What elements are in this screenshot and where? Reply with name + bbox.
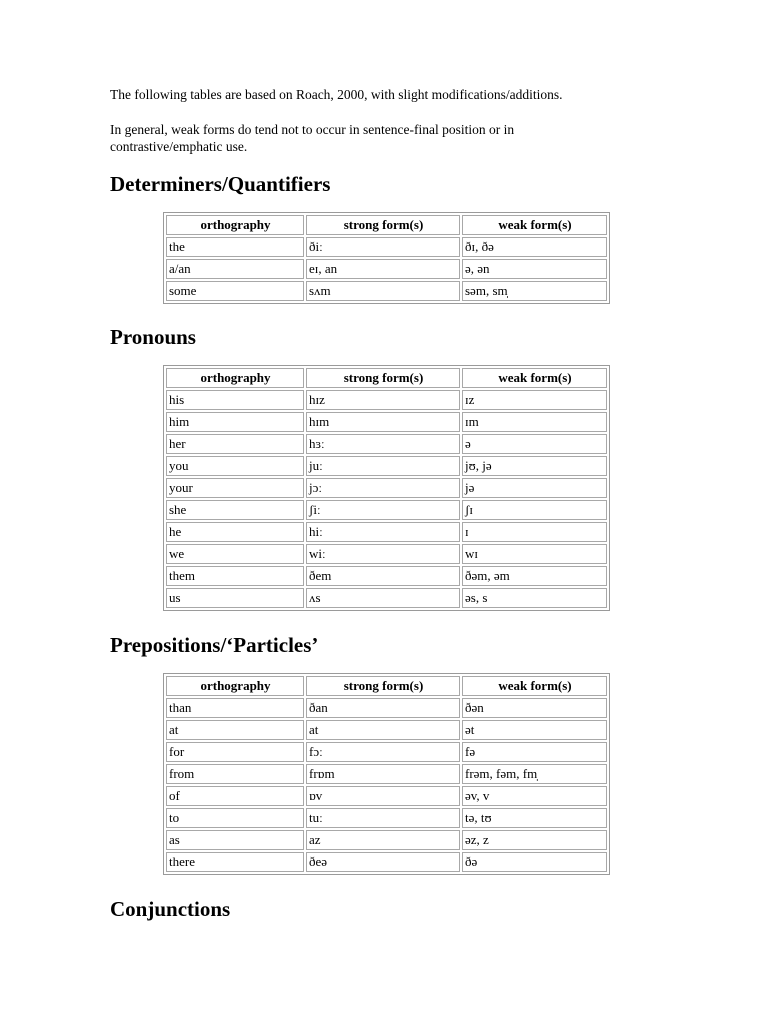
cell-weak-form: ðəm, əm <box>462 566 607 586</box>
determiners-table <box>163 212 610 304</box>
cell-orthography: than <box>166 698 304 718</box>
cell-strong-form: ðan <box>306 698 460 718</box>
cell-weak-form: əz, z <box>462 830 607 850</box>
table-row <box>166 588 607 608</box>
cell-weak-form: ɪ <box>462 522 607 542</box>
cell-strong-form: at <box>306 720 460 740</box>
cell-orthography: from <box>166 764 304 784</box>
intro-paragraph-weak-forms: In general, weak forms do tend not to occur in sentence-final position or in contrastive/emphatic use. <box>110 122 515 154</box>
header-strong-forms: strong form(s) <box>306 215 460 235</box>
cell-strong-form: hɪz <box>306 390 460 410</box>
cell-weak-form: wɪ <box>462 544 607 564</box>
cell-weak-form: səm, sm̩ <box>462 281 607 301</box>
cell-orthography: her <box>166 434 304 454</box>
table-header-row <box>166 676 607 696</box>
cell-orthography: your <box>166 478 304 498</box>
cell-weak-form: ðən <box>462 698 607 718</box>
cell-orthography: at <box>166 720 304 740</box>
cell-weak-form: əs, s <box>462 588 607 608</box>
cell-strong-form: ʃiː <box>306 500 460 520</box>
cell-orthography: you <box>166 456 304 476</box>
cell-orthography: there <box>166 852 304 872</box>
table-row <box>166 500 607 520</box>
cell-weak-form: fə <box>462 742 607 762</box>
section-heading-determiners: Determiners/Quantifiers <box>110 172 331 196</box>
cell-weak-form: ʃɪ <box>462 500 607 520</box>
cell-orthography: them <box>166 566 304 586</box>
cell-strong-form: wiː <box>306 544 460 564</box>
table-header-row <box>166 215 607 235</box>
table-row <box>166 852 607 872</box>
cell-orthography: he <box>166 522 304 542</box>
table-row <box>166 544 607 564</box>
table-row <box>166 412 607 432</box>
table-row <box>166 698 607 718</box>
table-row <box>166 808 607 828</box>
cell-strong-form: hɪm <box>306 412 460 432</box>
cell-weak-form: frəm, fəm, fm̩ <box>462 764 607 784</box>
cell-weak-form: əv, v <box>462 786 607 806</box>
header-orthography: orthography <box>166 676 304 696</box>
table-row <box>166 522 607 542</box>
cell-weak-form: jʊ, jə <box>462 456 607 476</box>
header-weak-forms: weak form(s) <box>462 368 607 388</box>
table-row <box>166 478 607 498</box>
cell-orthography: a/an <box>166 259 304 279</box>
table-row <box>166 742 607 762</box>
cell-strong-form: az <box>306 830 460 850</box>
table-row <box>166 720 607 740</box>
intro-paragraph-source: The following tables are based on Roach, 2000, with slight modifications/additions. <box>110 87 563 102</box>
table-row <box>166 259 607 279</box>
cell-strong-form: sʌm <box>306 281 460 301</box>
cell-strong-form: jɔː <box>306 478 460 498</box>
table-row <box>166 237 607 257</box>
cell-orthography: as <box>166 830 304 850</box>
section-heading-pronouns: Pronouns <box>110 325 196 349</box>
cell-weak-form: ðɪ, ðə <box>462 237 607 257</box>
header-weak-forms: weak form(s) <box>462 215 607 235</box>
table-row <box>166 566 607 586</box>
header-orthography: orthography <box>166 368 304 388</box>
section-heading-conjunctions: Conjunctions <box>110 897 231 921</box>
table-row <box>166 786 607 806</box>
cell-strong-form: hiː <box>306 522 460 542</box>
cell-weak-form: ət <box>462 720 607 740</box>
table-row <box>166 434 607 454</box>
cell-orthography: us <box>166 588 304 608</box>
cell-strong-form: ɒv <box>306 786 460 806</box>
cell-strong-form: fɔː <box>306 742 460 762</box>
cell-weak-form: jə <box>462 478 607 498</box>
cell-strong-form: eɪ, an <box>306 259 460 279</box>
cell-strong-form: frɒm <box>306 764 460 784</box>
header-orthography: orthography <box>166 215 304 235</box>
section-heading-prepositions: Prepositions/‘Particles’ <box>110 633 319 657</box>
cell-weak-form: ðə <box>462 852 607 872</box>
cell-orthography: she <box>166 500 304 520</box>
cell-strong-form: tuː <box>306 808 460 828</box>
cell-weak-form: ə, ən <box>462 259 607 279</box>
prepositions-table <box>163 673 610 875</box>
table-row <box>166 830 607 850</box>
cell-orthography: his <box>166 390 304 410</box>
table-row <box>166 764 607 784</box>
cell-strong-form: hɜː <box>306 434 460 454</box>
header-strong-forms: strong form(s) <box>306 368 460 388</box>
cell-orthography: some <box>166 281 304 301</box>
cell-orthography: we <box>166 544 304 564</box>
header-strong-forms: strong form(s) <box>306 676 460 696</box>
cell-orthography: for <box>166 742 304 762</box>
cell-strong-form: ðeə <box>306 852 460 872</box>
cell-orthography: of <box>166 786 304 806</box>
cell-weak-form: ɪz <box>462 390 607 410</box>
cell-strong-form: ðiː <box>306 237 460 257</box>
cell-orthography: to <box>166 808 304 828</box>
table-row <box>166 390 607 410</box>
table-row <box>166 281 607 301</box>
header-weak-forms: weak form(s) <box>462 676 607 696</box>
cell-strong-form: ðem <box>306 566 460 586</box>
cell-strong-form: juː <box>306 456 460 476</box>
pronouns-table <box>163 365 610 611</box>
cell-strong-form: ʌs <box>306 588 460 608</box>
cell-weak-form: tə, tʊ <box>462 808 607 828</box>
table-row <box>166 456 607 476</box>
cell-weak-form: ə <box>462 434 607 454</box>
cell-orthography: him <box>166 412 304 432</box>
cell-orthography: the <box>166 237 304 257</box>
cell-weak-form: ɪm <box>462 412 607 432</box>
table-header-row <box>166 368 607 388</box>
